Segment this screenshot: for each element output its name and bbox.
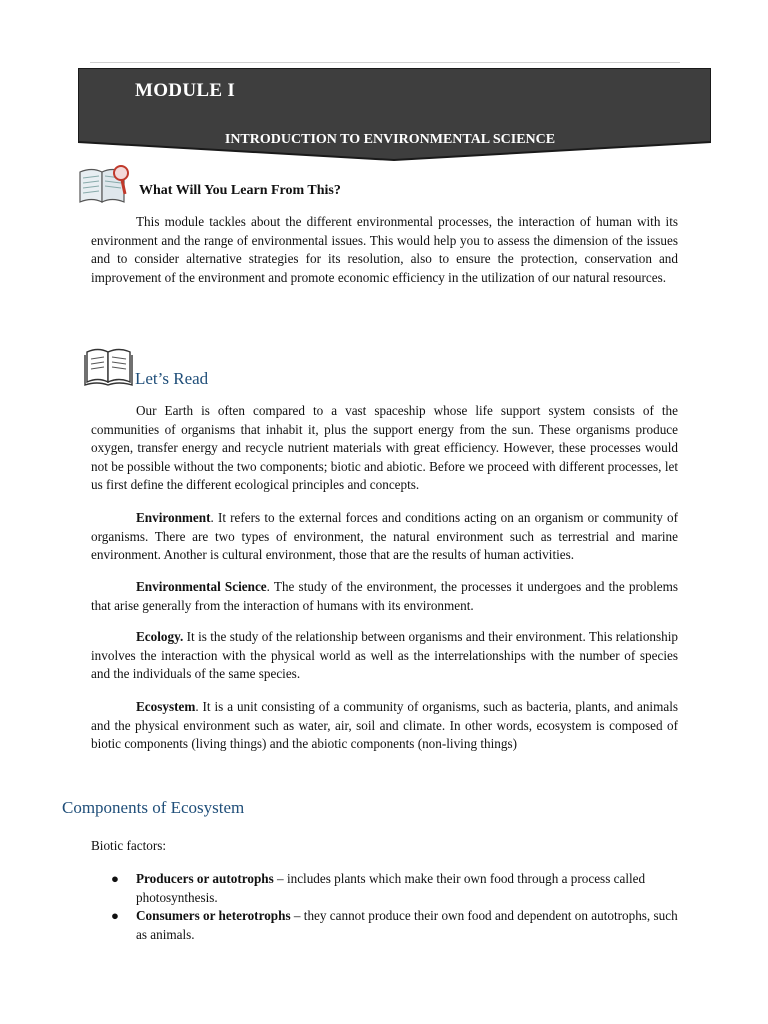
bullet-icon: ● — [111, 908, 119, 924]
definition-ecology: Ecology. It is the study of the relationship between organisms and their environment. This relationship involves the interaction with the physical world as well as the interrelationships with the number of species and the individuals of the same species. — [91, 629, 678, 682]
biotic-factors-label: Biotic factors: — [91, 838, 167, 853]
book-magnifier-icon — [78, 164, 132, 211]
learn-paragraph: This module tackles about the different environmental processes, the interaction of human with its environment and the range of environmental issues. This would help you to assess the dimension of the issues and to consider alternative strategies for its resolution, also to ensure the protection, conservation and improvement of the environment and promote economic efficiency in the utilization of our natural resources. — [91, 214, 678, 285]
open-book-icon — [84, 346, 134, 393]
module-title: MODULE I — [135, 80, 236, 101]
module-subtitle: INTRODUCTION TO ENVIRONMENTAL SCIENCE — [224, 132, 556, 147]
list-item: ● Producers or autotrophs – includes plants which make their own food through a process called photosynthesis. — [111, 871, 646, 905]
bullet-icon: ● — [111, 871, 119, 886]
biotic-factors-list — [91, 870, 681, 944]
components-heading: Components of Ecosystem — [62, 798, 245, 817]
definition-ecosystem: Ecosystem. It is a unit consisting of a community of organisms, such as bacteria, plants, and animals and the physical environment such as water, air, soil and climate. In other words, ecosystem is composed of biotic components (living things) and the abiotic components (non-living things) — [91, 699, 678, 752]
definition-environmental-science: Environmental Science. The study of the environment, the processes it undergoes and the problems that arise generally from the interaction of humans with its environment. — [91, 579, 678, 613]
read-intro-paragraph: Our Earth is often compared to a vast spaceship whose life support system consists of the communities of organisms that inhabit it, plus the support energy from the sun. These organisms produce oxygen, transfer energy and recycle nutrient materials with great efficiency. However, these processes would not be possible without the two components; biotic and abiotic. Before we proceed with different processes, let us first define the different ecological principles and concepts. — [91, 403, 678, 493]
definition-environment: Environment. It refers to the external forces and conditions acting on an organism or community of organisms. There are two types of environment, the natural environment such as terrestrial and marine environment. Another is cultural environment, those that are the results of human activities. — [91, 510, 678, 563]
lets-read-heading: Let’s Read — [135, 369, 209, 388]
list-item: ● Consumers or heterotrophs – they cannot produce their own food and dependent on autotrophs, such as animals. — [111, 908, 678, 942]
learn-heading: What Will You Learn From This? — [139, 183, 341, 198]
top-rule — [90, 62, 680, 63]
